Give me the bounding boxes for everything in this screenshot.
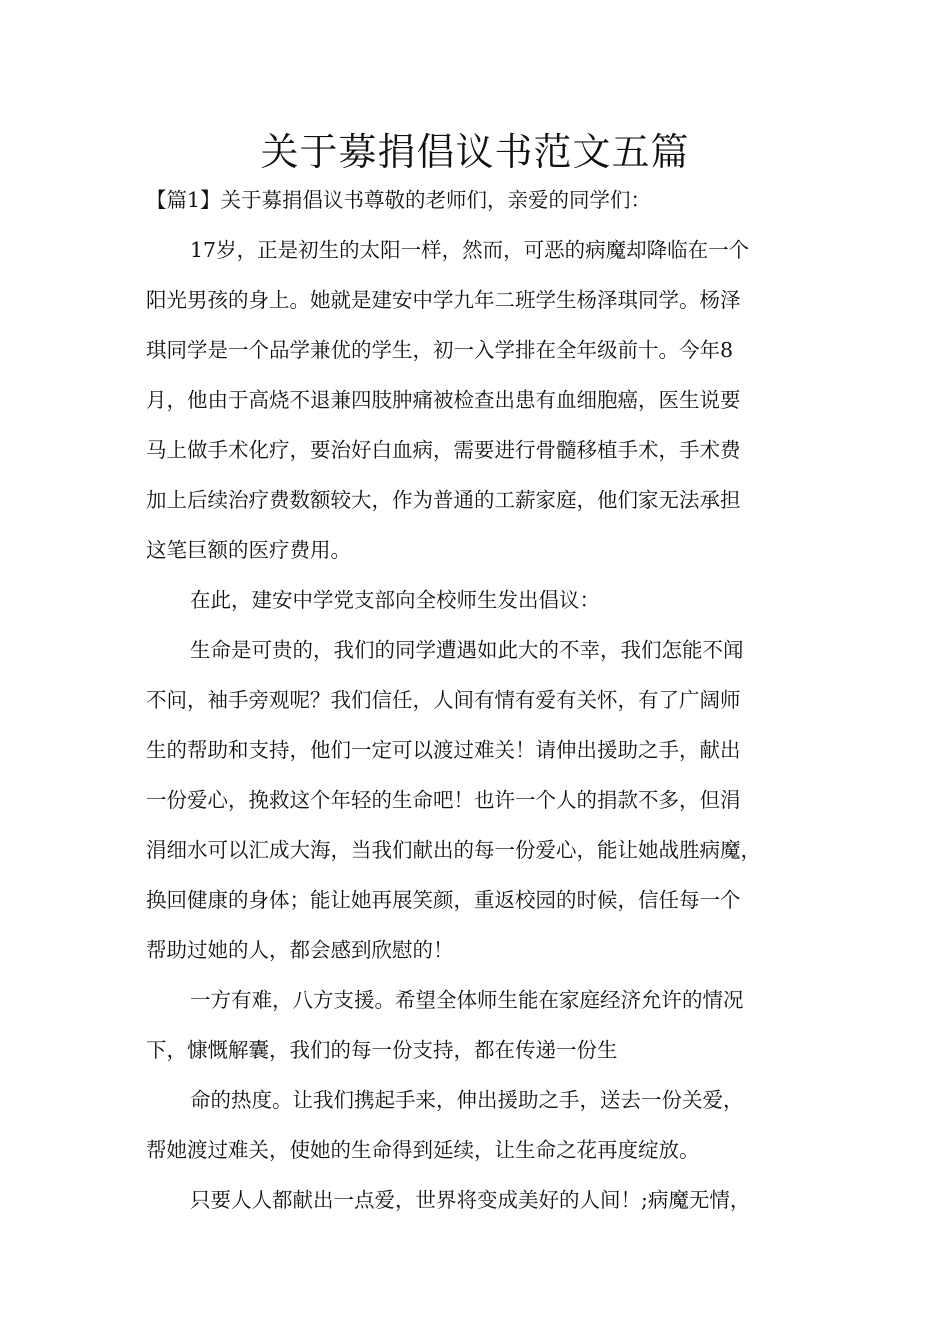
text-line: 生命是可贵的，我们的同学遭遇如此大的不幸，我们怎能不闻 <box>190 638 744 662</box>
text-line: 命的热度。让我们携起手来，伸出援助之手，送去一份关爱， <box>190 1088 744 1112</box>
text-line: 【篇1】关于募捐倡议书尊敬的老师们，亲爱的同学们： <box>146 188 652 212</box>
text-line: 阳光男孩的身上。她就是建安中学九年二班学生杨泽琪同学。杨泽 <box>146 288 741 312</box>
text-line: 月，他由于高烧不退兼四肢肿痛被检查出患有血细胞癌，医生说要 <box>146 388 741 412</box>
text-line: 一方有难，八方支援。希望全体师生能在家庭经济允许的情况 <box>190 988 744 1012</box>
text-line: 生的帮助和支持，他们一定可以渡过难关！请伸出援助之手，献出 <box>146 738 741 762</box>
text-line: 在此，建安中学党支部向全校师生发出倡议： <box>190 588 600 612</box>
text-line: 帮助过她的人，都会感到欣慰的！ <box>146 938 454 962</box>
text-line: 17岁，正是初生的太阳一样，然而，可恶的病魔却降临在一个 <box>190 238 750 262</box>
text-line: 涓细水可以汇成大海，当我们献出的每一份爱心，能让她战胜病魔， <box>146 838 761 862</box>
text-line: 下，慷慨解囊，我们的每一份支持，都在传递一份生 <box>146 1038 618 1062</box>
document-title: 关于募捐倡议书范文五篇 <box>260 130 690 174</box>
text-line: 琪同学是一个品学兼优的学生，初一入学排在全年级前十。今年8 <box>146 338 734 362</box>
text-line: 加上后续治疗费数额较大，作为普通的工薪家庭，他们家无法承担 <box>146 488 741 512</box>
text-line: 帮她渡过难关，使她的生命得到延续，让生命之花再度绽放。 <box>146 1138 700 1162</box>
text-line: 马上做手术化疗，要治好白血病，需要进行骨髓移植手术，手术费 <box>146 438 741 462</box>
text-line: 这笔巨额的医疗费用。 <box>146 538 351 562</box>
text-line: 换回健康的身体；能让她再展笑颜，重返校园的时候，信任每一个 <box>146 888 741 912</box>
text-line: 一份爱心，挽救这个年轻的生命吧！也许一个人的捐款不多，但涓 <box>146 788 741 812</box>
text-line: 只要人人都献出一点爱，世界将变成美好的人间！;病魔无情， <box>190 1188 751 1212</box>
text-line: 不问，袖手旁观呢？我们信任，人间有情有爱有关怀，有了广阔师 <box>146 688 741 712</box>
